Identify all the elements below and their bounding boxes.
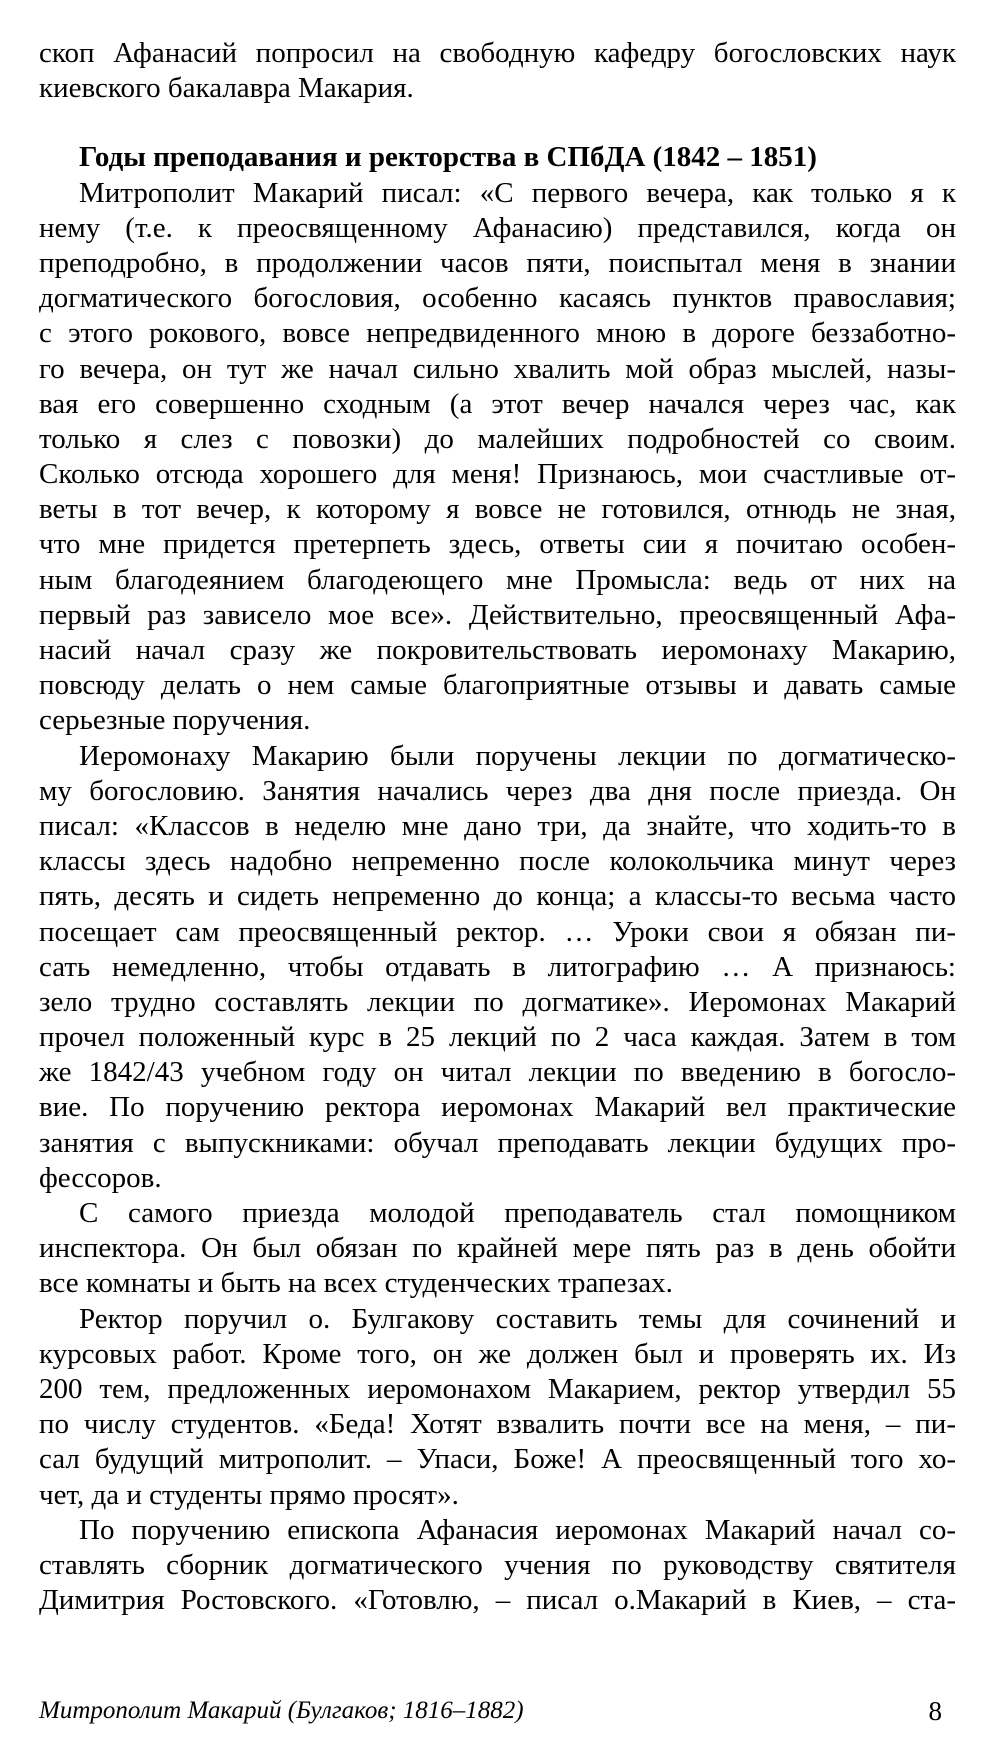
page-number: 8 [928, 1696, 942, 1726]
paragraph-gap [39, 106, 956, 140]
text-line: посещает сам преосвященный ректор. … Уроки свои я обязан пи- [39, 915, 956, 948]
section-heading: Годы преподавания и ректорства в СПбДА (1842 – 1851) [79, 141, 817, 174]
text-line: веты в тот вечер, к которому я вовсе не готовился, отнюдь не зная, [39, 493, 956, 526]
text-line: Ректор поручил о. Булгакову составить темы для сочинений и [79, 1302, 956, 1335]
text-line: 200 тем, предложенных иеромонахом Макарием, ректор утвердил 55 [39, 1372, 956, 1405]
text-line: занятия с выпускниками: обучал преподавать лекции будущих про- [39, 1126, 956, 1159]
text-line: фессоров. [39, 1161, 162, 1194]
text-line: писал: «Классов в неделю мне дано три, да знайте, что ходить-то в [39, 809, 956, 842]
text-line: с этого рокового, вовсе непредвиденного мною в дороге беззаботно- [39, 317, 956, 350]
text-line: вие. По поручению ректора иеромонах Макарий вел практические [39, 1091, 956, 1124]
text-line: только я слез с повозки) до малейших подробностей со своим. [39, 422, 956, 455]
text-line: ставлять сборник догматического учения по руководству святителя [39, 1548, 956, 1581]
text-line: инспектора. Он был обязан по крайней мере пять раз в день обойти [39, 1232, 956, 1265]
text-line: По поручению епископа Афанасия иеромонах Макарий начал со- [79, 1513, 956, 1546]
text-line: нему (т.е. к преосвященному Афанасию) представился, когда он [39, 211, 956, 244]
text-line: С самого приезда молодой преподаватель стал помощником [79, 1197, 956, 1229]
text-line: повсюду делать о нем самые благоприятные отзывы и давать самые [39, 669, 956, 702]
text-line: что мне придется претерпеть здесь, ответы сии я почитаю особен- [39, 528, 956, 561]
text-line: зело трудно составлять лекции по догматике». Иеромонах Макарий [39, 985, 956, 1018]
text-line: пять, десять и сидеть непременно до конца; а классы-то весьма часто [39, 880, 956, 913]
page-footer [39, 1695, 956, 1727]
text-line: серьезные поручения. [39, 704, 311, 737]
text-line: прочел положенный курс в 25 лекций по 2 часа каждая. Затем в том [39, 1021, 956, 1054]
text-line: первый раз зависело мое все». Действительно, преосвященный Афа- [39, 598, 956, 631]
text-line: Димитрия Ростовского. «Готовлю, – писал о.Макарий в Киев, – ста- [39, 1584, 956, 1617]
text-line: сать немедленно, чтобы отдавать в литографию … А признаюсь: [39, 950, 956, 983]
text-line: по числу студентов. «Беда! Хотят взвалить почти все на меня, – пи- [39, 1408, 956, 1441]
text-line: киевского бакалавра Макария. [39, 72, 414, 105]
text-line: му богословию. Занятия начались через два дня после приезда. Он [39, 774, 956, 807]
text-line: догматического богословия, особенно касаясь пунктов православия; [39, 282, 956, 315]
text-line: Митрополит Макарий писал: «С первого вечера, как только я к [79, 176, 956, 209]
text-line: преподробно, в продолжении часов пяти, поиспытал меня в знании [39, 246, 956, 279]
text-line: насий начал сразу же покровительствовать иеромонаху Макарию, [39, 634, 956, 666]
running-footer-title: Митрополит Макарий (Булгаков; 1816–1882) [39, 1697, 524, 1724]
text-line: все комнаты и быть на всех студенческих трапезах. [39, 1267, 673, 1300]
text-line: Сколько отсюда хорошего для меня! Признаюсь, мои счастливые от- [39, 458, 956, 491]
page-body [39, 36, 956, 1618]
text-line: скоп Афанасий попросил на свободную кафедру богословских наук [39, 37, 956, 69]
text-line: ным благодеянием благодеющего мне Промысла: ведь от них на [39, 563, 956, 596]
text-line: чет, да и студенты прямо просят». [39, 1478, 459, 1511]
text-line: же 1842/43 учебном году он читал лекции по введению в богосло- [39, 1056, 956, 1089]
text-line: сал будущий митрополит. – Упаси, Боже! А преосвященный того хо- [39, 1443, 956, 1476]
text-line: курсовых работ. Кроме того, он же должен был и проверять их. Из [39, 1337, 956, 1370]
text-line: классы здесь надобно непременно после колокольчика минут через [39, 845, 956, 878]
text-line: го вечера, он тут же начал сильно хвалить мой образ мыслей, назы- [39, 352, 956, 385]
text-line: вая его совершенно сходным (а этот вечер начался через час, как [39, 387, 956, 420]
text-line: Иеромонаху Макарию были поручены лекции по догматическо- [79, 739, 956, 772]
